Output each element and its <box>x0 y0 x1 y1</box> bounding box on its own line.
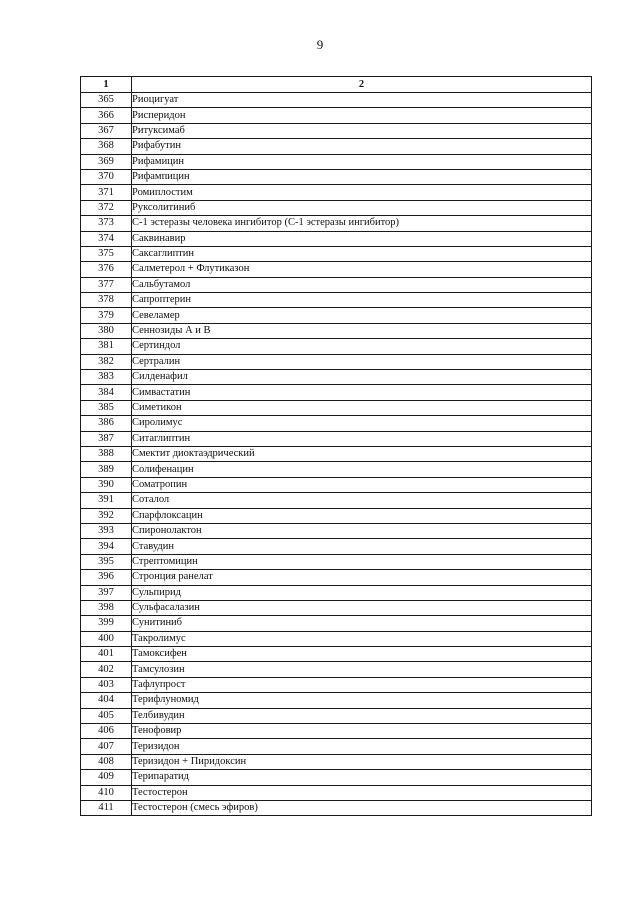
table-row <box>81 416 592 431</box>
row-number-cell: 390 <box>81 477 132 492</box>
row-number-cell: 396 <box>81 570 132 585</box>
table-header-row <box>81 77 592 93</box>
row-number-cell: 408 <box>81 754 132 769</box>
table-row <box>81 93 592 108</box>
row-number-cell: 405 <box>81 708 132 723</box>
table-row <box>81 677 592 692</box>
drug-name-cell: Сапроптерин <box>132 293 592 308</box>
table-row <box>81 139 592 154</box>
table-row <box>81 446 592 461</box>
row-number-cell: 403 <box>81 677 132 692</box>
drug-name-cell: Тамоксифен <box>132 647 592 662</box>
table-row <box>81 154 592 169</box>
drug-name-cell: Риоцигуат <box>132 93 592 108</box>
row-number-cell: 381 <box>81 339 132 354</box>
drug-name-cell: Ромиплостим <box>132 185 592 200</box>
table-row <box>81 108 592 123</box>
row-number-cell: 384 <box>81 385 132 400</box>
table-body <box>81 93 592 816</box>
table-row <box>81 477 592 492</box>
drug-name-cell: Сиролимус <box>132 416 592 431</box>
drug-name-cell: Ритуксимаб <box>132 123 592 138</box>
drug-name-cell: Соматропин <box>132 477 592 492</box>
table-row <box>81 216 592 231</box>
table-row <box>81 493 592 508</box>
table-row <box>81 600 592 615</box>
row-number-cell: 410 <box>81 785 132 800</box>
row-number-cell: 368 <box>81 139 132 154</box>
drug-list-table <box>80 76 592 816</box>
row-number-cell: 378 <box>81 293 132 308</box>
drug-name-cell: Такролимус <box>132 631 592 646</box>
drug-name-cell: Стрептомицин <box>132 554 592 569</box>
table-row <box>81 185 592 200</box>
drug-name-cell: Симетикон <box>132 400 592 415</box>
row-number-cell: 383 <box>81 370 132 385</box>
table-row <box>81 647 592 662</box>
row-number-cell: 369 <box>81 154 132 169</box>
row-number-cell: 402 <box>81 662 132 677</box>
row-number-cell: 404 <box>81 693 132 708</box>
drug-name-cell: Сеннозиды А и В <box>132 323 592 338</box>
drug-name-cell: Тестостерон <box>132 785 592 800</box>
drug-name-cell: Рифабутин <box>132 139 592 154</box>
drug-name-cell: Саксаглиптин <box>132 246 592 261</box>
drug-name-cell: Силденафил <box>132 370 592 385</box>
drug-name-cell: Тенофовир <box>132 724 592 739</box>
row-number-cell: 373 <box>81 216 132 231</box>
drug-name-cell: Спарфлоксацин <box>132 508 592 523</box>
table-row <box>81 570 592 585</box>
drug-name-cell: Сертиндол <box>132 339 592 354</box>
drug-name-cell: Ситаглиптин <box>132 431 592 446</box>
table-row <box>81 462 592 477</box>
drug-name-cell: Тестостерон (смесь эфиров) <box>132 800 592 815</box>
table-row <box>81 323 592 338</box>
drug-name-cell: Сальбутамол <box>132 277 592 292</box>
table-row <box>81 354 592 369</box>
row-number-cell: 374 <box>81 231 132 246</box>
row-number-cell: 370 <box>81 169 132 184</box>
table-row <box>81 370 592 385</box>
drug-name-cell: Рифампицин <box>132 169 592 184</box>
table-row <box>81 246 592 261</box>
drug-name-cell: Терипаратид <box>132 770 592 785</box>
drug-name-cell: Руксолитиниб <box>132 200 592 215</box>
drug-name-cell: Тамсулозин <box>132 662 592 677</box>
drug-name-cell: Спиронолактон <box>132 523 592 538</box>
table-row <box>81 293 592 308</box>
table-row <box>81 616 592 631</box>
table-row <box>81 739 592 754</box>
drug-name-cell: Сульфасалазин <box>132 600 592 615</box>
row-number-cell: 411 <box>81 800 132 815</box>
row-number-cell: 400 <box>81 631 132 646</box>
drug-name-cell: Сульпирид <box>132 585 592 600</box>
row-number-cell: 406 <box>81 724 132 739</box>
table-row <box>81 277 592 292</box>
row-number-cell: 377 <box>81 277 132 292</box>
row-number-cell: 397 <box>81 585 132 600</box>
column-header-name: 2 <box>132 77 592 93</box>
drug-name-cell: Салметерол + Флутиказон <box>132 262 592 277</box>
table-row <box>81 339 592 354</box>
drug-name-cell: Ставудин <box>132 539 592 554</box>
table-row <box>81 785 592 800</box>
table-row <box>81 693 592 708</box>
drug-name-cell: Соталол <box>132 493 592 508</box>
drug-name-cell: С-1 эстеразы человека ингибитор (С-1 эстеразы ингибитор) <box>132 216 592 231</box>
table-row <box>81 508 592 523</box>
row-number-cell: 392 <box>81 508 132 523</box>
drug-name-cell: Солифенацин <box>132 462 592 477</box>
row-number-cell: 386 <box>81 416 132 431</box>
table-row <box>81 708 592 723</box>
drug-name-cell: Телбивудин <box>132 708 592 723</box>
row-number-cell: 387 <box>81 431 132 446</box>
page-number: 9 <box>316 37 324 52</box>
row-number-cell: 409 <box>81 770 132 785</box>
table-row <box>81 539 592 554</box>
drug-name-cell: Сертралин <box>132 354 592 369</box>
row-number-cell: 391 <box>81 493 132 508</box>
drug-name-cell: Рисперидон <box>132 108 592 123</box>
row-number-cell: 376 <box>81 262 132 277</box>
row-number-cell: 394 <box>81 539 132 554</box>
table-row <box>81 400 592 415</box>
table-row <box>81 385 592 400</box>
row-number-cell: 388 <box>81 446 132 461</box>
row-number-cell: 372 <box>81 200 132 215</box>
table-row <box>81 554 592 569</box>
drug-name-cell: Сунитиниб <box>132 616 592 631</box>
table-row <box>81 585 592 600</box>
table-row <box>81 200 592 215</box>
row-number-cell: 380 <box>81 323 132 338</box>
table-row <box>81 770 592 785</box>
row-number-cell: 379 <box>81 308 132 323</box>
table-row <box>81 724 592 739</box>
table-row <box>81 308 592 323</box>
row-number-cell: 401 <box>81 647 132 662</box>
drug-name-cell: Стронция ранелат <box>132 570 592 585</box>
row-number-cell: 385 <box>81 400 132 415</box>
drug-name-cell: Теризидон + Пиридоксин <box>132 754 592 769</box>
row-number-cell: 398 <box>81 600 132 615</box>
row-number-cell: 407 <box>81 739 132 754</box>
column-header-number: 1 <box>81 77 132 93</box>
row-number-cell: 375 <box>81 246 132 261</box>
table-row <box>81 523 592 538</box>
row-number-cell: 399 <box>81 616 132 631</box>
table-row <box>81 169 592 184</box>
table-row <box>81 754 592 769</box>
row-number-cell: 395 <box>81 554 132 569</box>
row-number-cell: 367 <box>81 123 132 138</box>
row-number-cell: 371 <box>81 185 132 200</box>
table-row <box>81 123 592 138</box>
row-number-cell: 382 <box>81 354 132 369</box>
table-row <box>81 800 592 815</box>
table-row <box>81 662 592 677</box>
row-number-cell: 389 <box>81 462 132 477</box>
table-row <box>81 631 592 646</box>
table-row <box>81 262 592 277</box>
drug-name-cell: Севеламер <box>132 308 592 323</box>
drug-name-cell: Саквинавир <box>132 231 592 246</box>
drug-name-cell: Терифлуномид <box>132 693 592 708</box>
table-row <box>81 231 592 246</box>
drug-name-cell: Рифамицин <box>132 154 592 169</box>
drug-name-cell: Симвастатин <box>132 385 592 400</box>
row-number-cell: 393 <box>81 523 132 538</box>
drug-name-cell: Тафлупрост <box>132 677 592 692</box>
table-row <box>81 431 592 446</box>
row-number-cell: 365 <box>81 93 132 108</box>
drug-name-cell: Теризидон <box>132 739 592 754</box>
row-number-cell: 366 <box>81 108 132 123</box>
drug-name-cell: Смектит диоктаэдрический <box>132 446 592 461</box>
